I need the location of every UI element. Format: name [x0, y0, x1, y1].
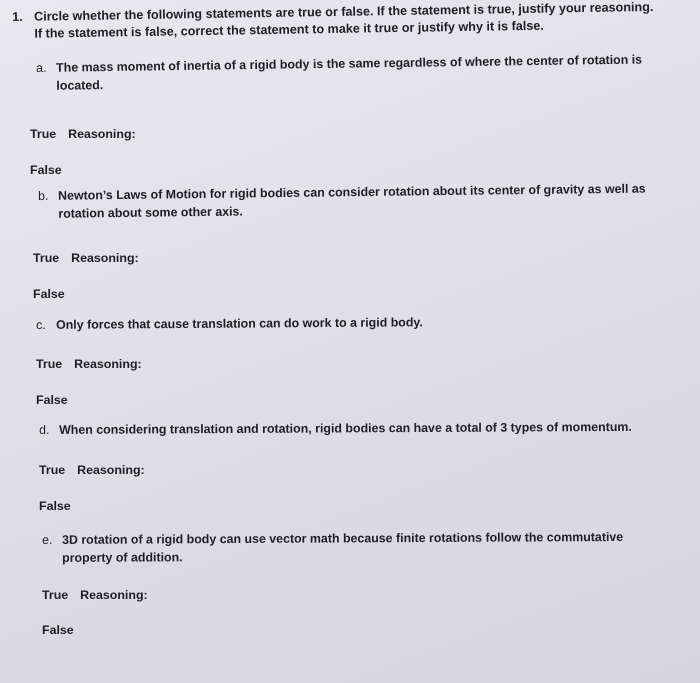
true-reasoning-row-a: [30, 127, 136, 141]
statement-b: [38, 179, 678, 223]
true-reasoning-row-b: [33, 251, 139, 265]
false-option-d[interactable]: [39, 499, 71, 513]
statement-letter: c.: [36, 317, 46, 332]
statement-text-line-1: The mass moment of inertia of a rigid body is the same regardless of where the center of rotation is: [56, 52, 643, 75]
true-option[interactable]: True: [33, 251, 60, 265]
statement-d: [39, 418, 679, 439]
statement-letter: e.: [42, 532, 53, 547]
false-option[interactable]: False: [39, 499, 71, 513]
statement-text-line-2: rotation about some other axis.: [58, 204, 243, 221]
true-option[interactable]: True: [39, 463, 66, 477]
statement-text-line-2: property of addition.: [62, 550, 183, 565]
false-option[interactable]: False: [42, 623, 74, 637]
false-option-b[interactable]: [33, 287, 65, 301]
true-option[interactable]: True: [42, 588, 69, 602]
true-option[interactable]: True: [36, 357, 63, 371]
false-option[interactable]: False: [30, 163, 62, 177]
reasoning-label: Reasoning:: [80, 588, 148, 602]
reasoning-label: Reasoning:: [68, 127, 136, 141]
reasoning-label: Reasoning:: [71, 251, 139, 265]
statement-letter: d.: [39, 422, 50, 437]
true-option[interactable]: True: [30, 127, 57, 141]
question-line-2: If the statement is false, correct the statement to make it true or justify why it is false.: [34, 18, 544, 41]
reasoning-label: Reasoning:: [77, 463, 145, 477]
statement-text-line-1: 3D rotation of a rigid body can use vector math because finite rotations follow the commutative: [62, 529, 624, 547]
statement-letter: b.: [38, 188, 49, 203]
statement-text-line-1: When considering translation and rotation, rigid bodies can have a total of 3 types of momentum.: [59, 419, 632, 437]
statement-e: [42, 528, 682, 567]
question-line-1: Circle whether the following statements are true or false. If the statement is true, justify your reasoning.: [34, 0, 654, 24]
false-option-c[interactable]: [36, 393, 68, 407]
false-option[interactable]: False: [36, 393, 68, 407]
true-reasoning-row-e: [42, 588, 148, 602]
true-reasoning-row-c: [36, 357, 142, 371]
statement-letter: a.: [36, 60, 47, 75]
statement-text-line-1: Only forces that cause translation can do work to a rigid body.: [56, 315, 423, 332]
statement-text-line-2: located.: [56, 78, 104, 93]
reasoning-label: Reasoning:: [74, 357, 142, 371]
false-option[interactable]: False: [33, 287, 65, 301]
statement-c: [36, 312, 676, 334]
false-option-a[interactable]: [30, 163, 62, 177]
statement-a: [36, 50, 676, 95]
false-option-e[interactable]: [42, 623, 74, 637]
question-prompt: [12, 0, 682, 43]
statement-text-line-1: Newton’s Laws of Motion for rigid bodies can consider rotation about its center of gravity as well as: [58, 181, 646, 203]
true-reasoning-row-d: [39, 463, 145, 477]
question-number: 1.: [12, 9, 23, 24]
